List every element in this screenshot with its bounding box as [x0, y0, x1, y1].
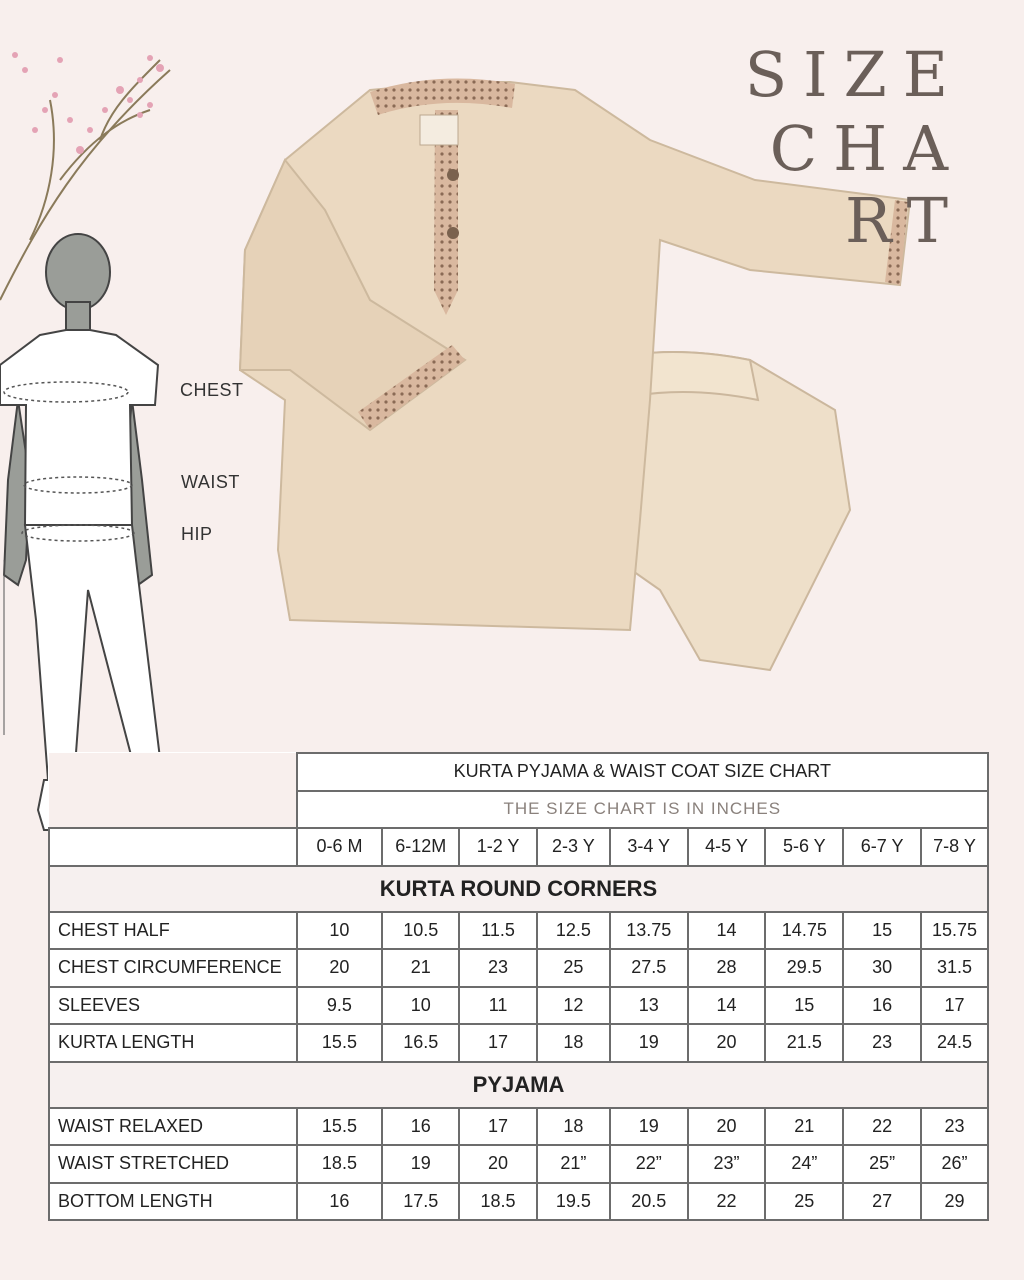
row-label: WAIST STRETCHED — [49, 1145, 297, 1183]
table-cell: 19 — [382, 1145, 459, 1183]
table-cell: 13.75 — [610, 912, 688, 950]
table-heading-row — [49, 753, 988, 791]
table-cell: 16 — [297, 1183, 383, 1221]
table-cell: 26” — [921, 1145, 988, 1183]
size-header-cell: 4-5 Y — [688, 828, 766, 866]
table-cell: 22” — [610, 1145, 688, 1183]
table-cell: 16 — [382, 1108, 459, 1146]
table-cell: 23 — [921, 1108, 988, 1146]
size-header-cell: 7-8 Y — [921, 828, 988, 866]
section-header-row — [49, 866, 988, 912]
table-row — [49, 949, 988, 987]
table-cell: 16.5 — [382, 1024, 459, 1062]
table-cell: 20 — [297, 949, 383, 987]
table-cell: 18.5 — [459, 1183, 537, 1221]
hip-label: HIP — [181, 524, 213, 544]
size-header-cell: 6-12M — [382, 828, 459, 866]
table-cell: 12 — [537, 987, 610, 1025]
size-header-empty — [49, 828, 297, 866]
section-title: PYJAMA — [49, 1062, 988, 1108]
table-cell: 17 — [921, 987, 988, 1025]
table-cell: 27.5 — [610, 949, 688, 987]
size-chart-title-line2: CHA — [769, 112, 964, 185]
table-cell: 29.5 — [765, 949, 843, 987]
table-cell: 10 — [297, 912, 383, 950]
size-chart-title-line3: RT — [845, 184, 964, 257]
table-cell: 17 — [459, 1108, 537, 1146]
table-cell: 10.5 — [382, 912, 459, 950]
table-cell: 21 — [382, 949, 459, 987]
table-cell: 20.5 — [610, 1183, 688, 1221]
table-cell: 15.5 — [297, 1024, 383, 1062]
table-cell: 20 — [688, 1108, 766, 1146]
table-cell: 24” — [765, 1145, 843, 1183]
size-header-cell: 2-3 Y — [537, 828, 610, 866]
table-cell: 29 — [921, 1183, 988, 1221]
size-header-row — [49, 828, 988, 866]
size-header-cell: 1-2 Y — [459, 828, 537, 866]
table-row — [49, 1145, 988, 1183]
table-cell: 23 — [843, 1024, 921, 1062]
table-cell: 9.5 — [297, 987, 383, 1025]
row-label: CHEST CIRCUMFERENCE — [49, 949, 297, 987]
table-cell: 18 — [537, 1108, 610, 1146]
table-cell: 14.75 — [765, 912, 843, 950]
row-label: CHEST HALF — [49, 912, 297, 950]
table-cell: 15 — [765, 987, 843, 1025]
row-label: WAIST RELAXED — [49, 1108, 297, 1146]
table-subheading-row — [49, 791, 988, 829]
waist-label: WAIST — [181, 472, 240, 492]
table-cell: 22 — [688, 1183, 766, 1221]
table-cell: 19 — [610, 1108, 688, 1146]
size-header-cell: 3-4 Y — [610, 828, 688, 866]
table-row — [49, 1183, 988, 1221]
table-cell: 25” — [843, 1145, 921, 1183]
table-row — [49, 912, 988, 950]
table-cell: 18.5 — [297, 1145, 383, 1183]
table-cell: 30 — [843, 949, 921, 987]
table-cell: 24.5 — [921, 1024, 988, 1062]
table-cell: 19.5 — [537, 1183, 610, 1221]
table-cell: 20 — [459, 1145, 537, 1183]
table-cell: 28 — [688, 949, 766, 987]
row-label: SLEEVES — [49, 987, 297, 1025]
table-cell: 25 — [765, 1183, 843, 1221]
row-label: KURTA LENGTH — [49, 1024, 297, 1062]
table-heading: KURTA PYJAMA & WAIST COAT SIZE CHART — [297, 753, 988, 791]
table-cell: 15.75 — [921, 912, 988, 950]
table-cell: 20 — [688, 1024, 766, 1062]
table-cell: 11.5 — [459, 912, 537, 950]
size-header-cell: 0-6 M — [297, 828, 383, 866]
table-cell: 21 — [765, 1108, 843, 1146]
table-cell: 17 — [459, 1024, 537, 1062]
table-cell: 21.5 — [765, 1024, 843, 1062]
table-cell: 15 — [843, 912, 921, 950]
table-cell: 14 — [688, 912, 766, 950]
table-cell: 13 — [610, 987, 688, 1025]
table-subheading: THE SIZE CHART IS IN INCHES — [297, 791, 988, 829]
size-chart-table — [48, 752, 989, 1221]
row-label: BOTTOM LENGTH — [49, 1183, 297, 1221]
table-row — [49, 1024, 988, 1062]
child-figure-illustration — [0, 0, 240, 840]
table-cell: 27 — [843, 1183, 921, 1221]
table-row — [49, 987, 988, 1025]
table-cell: 16 — [843, 987, 921, 1025]
table-cell: 11 — [459, 987, 537, 1025]
table-cell: 23 — [459, 949, 537, 987]
table-cell: 31.5 — [921, 949, 988, 987]
size-header-cell: 6-7 Y — [843, 828, 921, 866]
table-cell: 22 — [843, 1108, 921, 1146]
section-title: KURTA ROUND CORNERS — [49, 866, 988, 912]
table-cell: 23” — [688, 1145, 766, 1183]
section-header-row — [49, 1062, 988, 1108]
table-cell: 14 — [688, 987, 766, 1025]
table-cell: 10 — [382, 987, 459, 1025]
table-cell: 15.5 — [297, 1108, 383, 1146]
chest-label: CHEST — [180, 380, 244, 400]
size-header-cell: 5-6 Y — [765, 828, 843, 866]
table-cell: 25 — [537, 949, 610, 987]
table-cell: 12.5 — [537, 912, 610, 950]
table-cell: 17.5 — [382, 1183, 459, 1221]
size-chart-title-line1: SIZE — [744, 38, 964, 111]
table-cell: 18 — [537, 1024, 610, 1062]
table-cell: 19 — [610, 1024, 688, 1062]
table-cell: 21” — [537, 1145, 610, 1183]
table-row — [49, 1108, 988, 1146]
